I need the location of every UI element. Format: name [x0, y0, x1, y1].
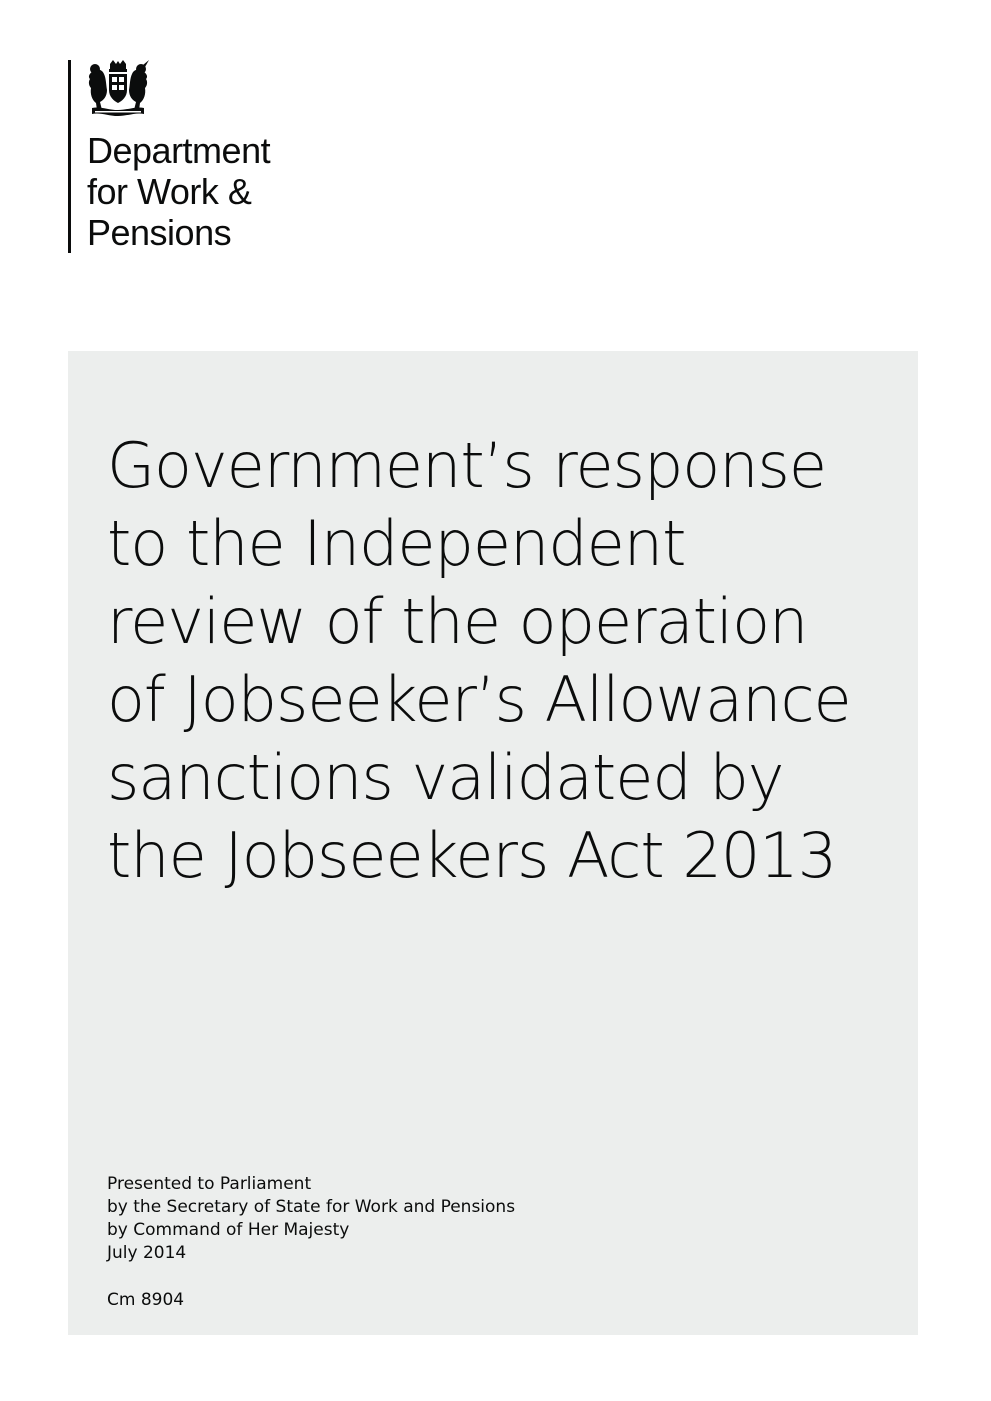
department-name: Department for Work & Pensions	[87, 130, 271, 253]
logo-rule	[68, 60, 71, 253]
department-logo	[68, 60, 328, 256]
presentation-date: July 2014	[107, 1243, 187, 1263]
presentation-statement	[107, 1173, 515, 1265]
royal-coat-of-arms-icon	[86, 60, 150, 118]
cover-panel	[68, 351, 918, 1335]
presentation-line: Presented to Parliament	[107, 1174, 312, 1194]
presentation-line: by Command of Her Majesty	[107, 1220, 350, 1240]
document-title: Government’s response to the Independent review of the operation of Jobseeker’s Allowance sanctions validated by the Jobseekers Act 2013	[107, 429, 851, 892]
presentation-line: by the Secretary of State for Work and Pensions	[107, 1197, 516, 1217]
command-paper-number: Cm 8904	[107, 1290, 185, 1310]
